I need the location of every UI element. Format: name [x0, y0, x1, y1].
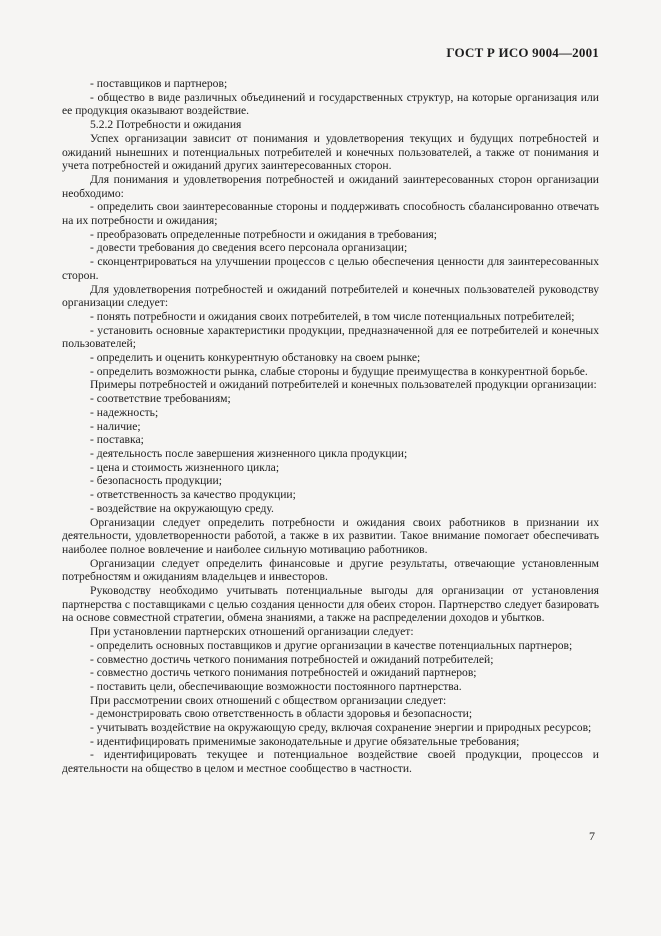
paragraph: - наличие; — [90, 419, 141, 433]
document-body — [62, 77, 599, 776]
paragraph: Для удовлетворения потребностей и ожиданий потребителей и конечных пользователей руководству организации следует: — [62, 282, 599, 310]
paragraph: - цена и стоимость жизненного цикла; — [90, 460, 280, 474]
paragraph: - совместно достичь четкого понимания потребностей и ожиданий потребителей; — [90, 652, 494, 666]
paragraph: - ответственность за качество продукции; — [90, 488, 296, 502]
paragraph: - поставка; — [90, 433, 144, 447]
document-header: ГОСТ Р ИСО 9004—2001 — [446, 45, 599, 60]
paragraph: При установлении партнерских отношений организации следует: — [90, 625, 414, 639]
paragraph: - поставщиков и партнеров; — [90, 77, 228, 90]
paragraph: - понять потребности и ожидания своих потребителей, в том числе потенциальных потребителей; — [90, 309, 575, 323]
paragraph: - совместно достичь четкого понимания потребностей и ожиданий партнеров; — [90, 666, 477, 680]
paragraph: - установить основные характеристики продукции, предназначенной для ее потребителей и конечных пользователей; — [62, 323, 599, 351]
paragraph: - поставить цели, обеспечивающие возможности постоянного партнерства. — [90, 679, 462, 693]
paragraph: - деятельность после завершения жизненного цикла продукции; — [90, 446, 408, 460]
paragraph: Руководству необходимо учитывать потенциальные выгоды для организации от установления партнерства с поставщиками с целью создания ценности для обеих сторон. Партнерство следует базировать на основе совместной стратегии, обмена знаниями, а также на распределении доходов и убытков. — [62, 584, 599, 625]
page-number: 7 — [589, 829, 595, 843]
paragraph: - довести требования до сведения всего персонала организации; — [90, 241, 408, 255]
section-heading: 5.2.2 Потребности и ожидания — [90, 118, 242, 132]
paragraph: Для понимания и удовлетворения потребностей и ожиданий заинтересованных сторон организации необходимо: — [62, 172, 599, 200]
paragraph: - соответствие требованиям; — [90, 392, 231, 406]
paragraph: - общество в виде различных объединений и государственных структур, на которые организация или ее продукция оказывают воздействие. — [62, 90, 599, 118]
paragraph: Организации следует определить финансовые и другие результаты, отвечающие установленным потребностям и ожиданиям владельцев и инвесторов. — [62, 556, 599, 584]
paragraph: - определить свои заинтересованные стороны и поддерживать способность сбалансированно отвечать на их потребности и ожидания; — [62, 200, 599, 228]
paragraph: Организации следует определить потребности и ожидания своих работников в признании их деятельности, удовлетворенности работой, а также в их развитии. Такое внимание помогает обеспечивать наиболее полное вовлечение и наиболее сильную мотивацию работников. — [62, 515, 599, 556]
paragraph: - определить основных поставщиков и другие организации в качестве потенциальных партнеров; — [90, 638, 573, 652]
paragraph: - преобразовать определенные потребности и ожидания в требования; — [90, 227, 437, 241]
paragraph: - надежность; — [90, 405, 159, 419]
paragraph: - сконцентрироваться на улучшении процессов с целью обеспечения ценности для заинтересованных сторон. — [62, 255, 599, 282]
paragraph: - идентифицировать применимые законодательные и другие обязательные требования; — [90, 734, 520, 748]
paragraph: - идентифицировать текущее и потенциальное воздействие своей продукции, процессов и деятельности на общество в целом и местное сообщество в частности. — [62, 748, 599, 776]
paragraph: - определить и оценить конкурентную обстановку на своем рынке; — [90, 351, 421, 365]
paragraph: - определить возможности рынка, слабые стороны и будущие преимущества в конкурентной борьбе. — [90, 364, 588, 378]
paragraph: - демонстрировать свою ответственность в области здоровья и безопасности; — [90, 707, 473, 721]
paragraph: - безопасность продукции; — [90, 474, 222, 488]
paragraph: Успех организации зависит от понимания и удовлетворения текущих и будущих потребностей и ожиданий нынешних и потенциальных потребителей и конечных пользователей, а также от понимания и учета потребностей и ожиданий других заинтересованных сторон. — [62, 131, 599, 173]
paragraph: - учитывать воздействие на окружающую среду, включая сохранение энергии и природных ресурсов; — [90, 721, 592, 735]
paragraph: При рассмотрении своих отношений с обществом организации следует: — [90, 693, 447, 707]
paragraph: - воздействие на окружающую среду. — [90, 501, 274, 515]
paragraph: Примеры потребностей и ожиданий потребителей и конечных пользователей продукции организации: — [90, 378, 597, 392]
